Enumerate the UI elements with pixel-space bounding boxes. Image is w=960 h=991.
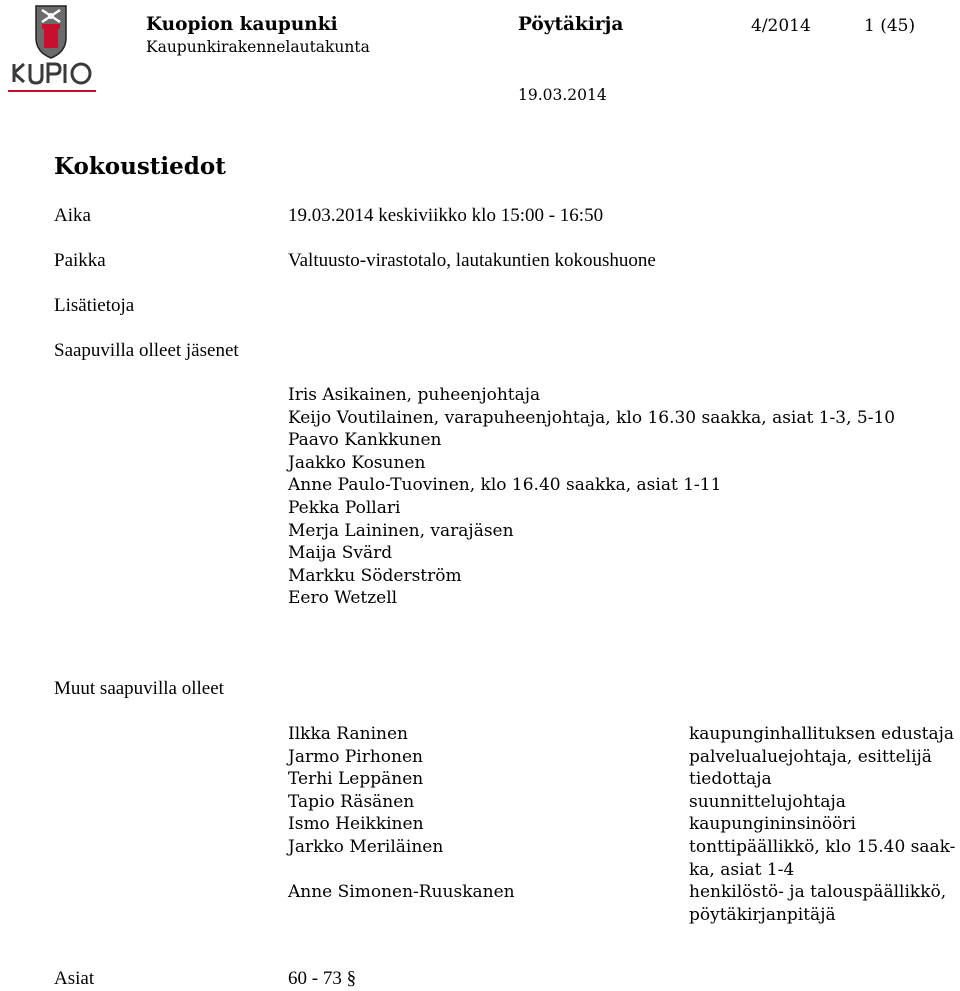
- other-name: Ismo Heikkinen: [288, 814, 424, 835]
- time-value: 19.03.2014 keskiviikko klo 15:00 - 16:50: [288, 205, 604, 226]
- other-name: Anne Simonen-Ruuskanen: [288, 882, 515, 903]
- page-title: Kokoustiedot: [54, 153, 226, 180]
- list-item: Paavo Kankkunen: [288, 430, 442, 451]
- list-item: Keijo Voutilainen, varapuheenjohtaja, klo 16.30 saakka, asiat 1-3, 5-10: [288, 407, 896, 428]
- header-date: 19.03.2014: [518, 86, 607, 104]
- other-role-continued: pöytäkirjanpitäjä: [689, 904, 836, 925]
- list-item: Markku Söderström: [288, 565, 462, 586]
- others-present-label: Muut saapuvilla olleet: [54, 678, 224, 699]
- list-item: Maija Svärd: [288, 543, 393, 564]
- other-role: palvelualuejohtaja, esittelijä: [689, 746, 932, 767]
- members-list: [288, 384, 895, 610]
- other-role: henkilöstö- ja talouspäällikkö,: [689, 882, 947, 903]
- header-department: Kaupunkirakennelautakunta: [146, 38, 370, 56]
- header-org: Kuopion kaupunki: [146, 14, 338, 35]
- other-role: kaupunginhallituksen edustaja: [689, 724, 955, 744]
- other-name: Terhi Leppänen: [288, 769, 424, 790]
- other-role: suunnittelujohtaja: [689, 791, 846, 812]
- header-page: 1 (45): [864, 16, 916, 36]
- others-names-list: [288, 723, 515, 904]
- list-item: Pekka Pollari: [288, 497, 401, 518]
- list-item: Iris Asikainen, puheenjohtaja: [288, 385, 541, 405]
- other-name: Jarkko Meriläinen: [288, 836, 444, 857]
- place-label: Paikka: [54, 250, 106, 271]
- present-members-label: Saapuvilla olleet jäsenet: [54, 340, 239, 361]
- list-item: Anne Paulo-Tuovinen, klo 16.40 saakka, asiat 1-11: [288, 475, 722, 496]
- other-name: Tapio Räsänen: [288, 791, 415, 812]
- list-item: Jaakko Kosunen: [288, 452, 426, 473]
- coat-of-arms-icon: [4, 2, 100, 100]
- others-roles-list: [689, 723, 955, 926]
- other-name: Jarmo Pirhonen: [288, 746, 423, 767]
- header-number: 4/2014: [751, 16, 811, 36]
- matters-value: 60 - 73 §: [288, 968, 357, 989]
- city-logo: [4, 2, 100, 100]
- matters-label: Asiat: [54, 968, 95, 989]
- list-item: Eero Wetzell: [288, 588, 398, 609]
- other-role: kaupungininsinööri: [689, 814, 856, 835]
- other-role: tiedottaja: [689, 769, 772, 790]
- place-value: Valtuusto-virastotalo, lautakuntien kokoushuone: [288, 250, 656, 271]
- other-role: tonttipäällikkö, klo 15.40 saak-: [689, 836, 956, 857]
- header-doc-type: Pöytäkirja: [518, 14, 624, 35]
- other-name: Ilkka Raninen: [288, 724, 408, 744]
- time-label: Aika: [54, 205, 91, 226]
- other-role-continued: ka, asiat 1-4: [689, 859, 795, 880]
- extra-info-label: Lisätietoja: [54, 295, 135, 316]
- list-item: Merja Laininen, varajäsen: [288, 520, 514, 541]
